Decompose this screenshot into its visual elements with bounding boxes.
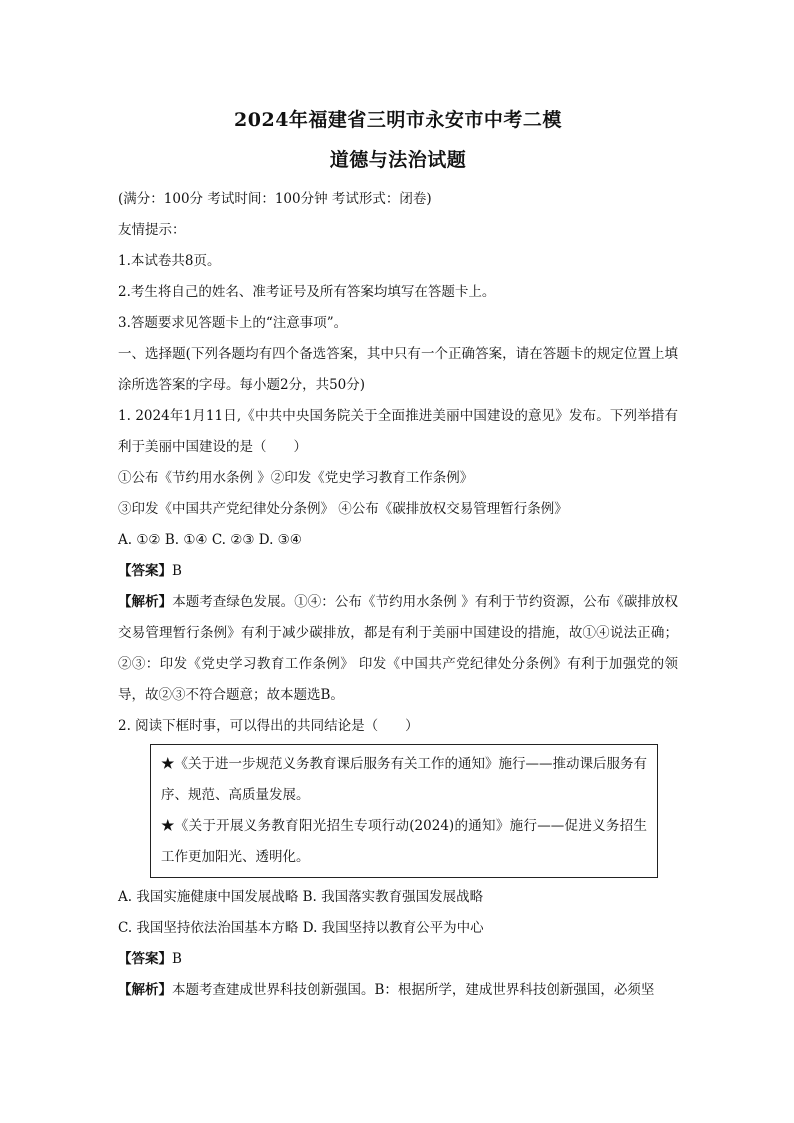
question-1-options: A. ①② B. ①④ C. ②③ D. ③④ (118, 532, 302, 548)
tip-1: 1.本试卷共8页。 (118, 253, 221, 269)
analysis-label: 【解析】 (118, 594, 173, 610)
answer-value: B (172, 563, 182, 579)
tip-3: 3.答题要求见答题卡上的“注意事项”。 (118, 315, 348, 331)
question-2-answer (118, 944, 678, 975)
question-2-news-box (150, 744, 658, 878)
question-1-stem: 1. 2024年1月11日,《中共中央国务院关于全面推进美丽中国建设的意见》发布。下列举措有利于美丽中国建设的是（ ） (118, 408, 678, 455)
analysis-label: 【解析】 (118, 982, 172, 998)
tip-2: 2.考生将自己的姓名、准考证号及所有答案均填写在答题卡上。 (118, 284, 496, 300)
answer-value: B (172, 951, 182, 967)
question-1-analysis (118, 587, 678, 711)
news-item-2: ★《关于开展义务教育阳光招生专项行动(2024)的通知》施行——促进义务招生工作更加阳光、透明化。 (161, 818, 647, 865)
answer-label: 【答案】 (118, 951, 172, 967)
analysis-text: 本题考查建成世界科技创新强国。B：根据所学，建成世界科技创新强国，必须坚 (172, 982, 655, 998)
answer-label: 【答案】 (118, 563, 172, 579)
question-2-options-2: C. 我国坚持依法治国基本方略 D. 我国坚持以教育公平为中心 (118, 920, 484, 936)
exam-subtitle: 道德与法治试题 (329, 149, 467, 171)
question-1-item-2: ③印发《中国共产党纪律处分条例》 ④公布《碳排放权交易管理暂行条例》 (118, 501, 568, 517)
exam-title: 2024年福建省三明市永安市中考二模 (234, 109, 562, 131)
news-item-1: ★《关于进一步规范义务教育课后服务有关工作的通知》施行——推动课后服务有序、规范、高质量发展。 (161, 756, 647, 803)
question-2-analysis (118, 975, 678, 1006)
tips-heading: 友情提示： (118, 222, 186, 238)
analysis-text: 本题考查绿色发展。①④：公布《节约用水条例 》有利于节约资源，公布《碳排放权交易管理暂行条例》有利于减少碳排放，都是有利于美丽中国建设的措施，故①④说法正确；②③：印发《党史学习教育工作条例》 印发《中国共产党纪律处分条例》有利于加强党的领导，故②③不符合题意；故本题选B。 (118, 594, 678, 703)
question-2-options-1: A. 我国实施健康中国发展战略 B. 我国落实教育强国发展战略 (118, 889, 484, 905)
exam-info: (满分：100分 考试时间：100分钟 考试形式：闭卷) (118, 191, 432, 207)
question-2-stem: 2. 阅读下框时事，可以得出的共同结论是（ ） (118, 718, 419, 734)
question-1-item-1: ①公布《节约用水条例 》②印发《党史学习教育工作条例》 (118, 470, 474, 486)
section-1-heading: 一、选择题(下列各题均有四个备选答案，其中只有一个正确答案，请在答题卡的规定位置上填涂所选答案的字母。每小题2分，共50分) (118, 346, 678, 393)
question-1-answer (118, 556, 678, 587)
document-content (118, 100, 678, 1006)
